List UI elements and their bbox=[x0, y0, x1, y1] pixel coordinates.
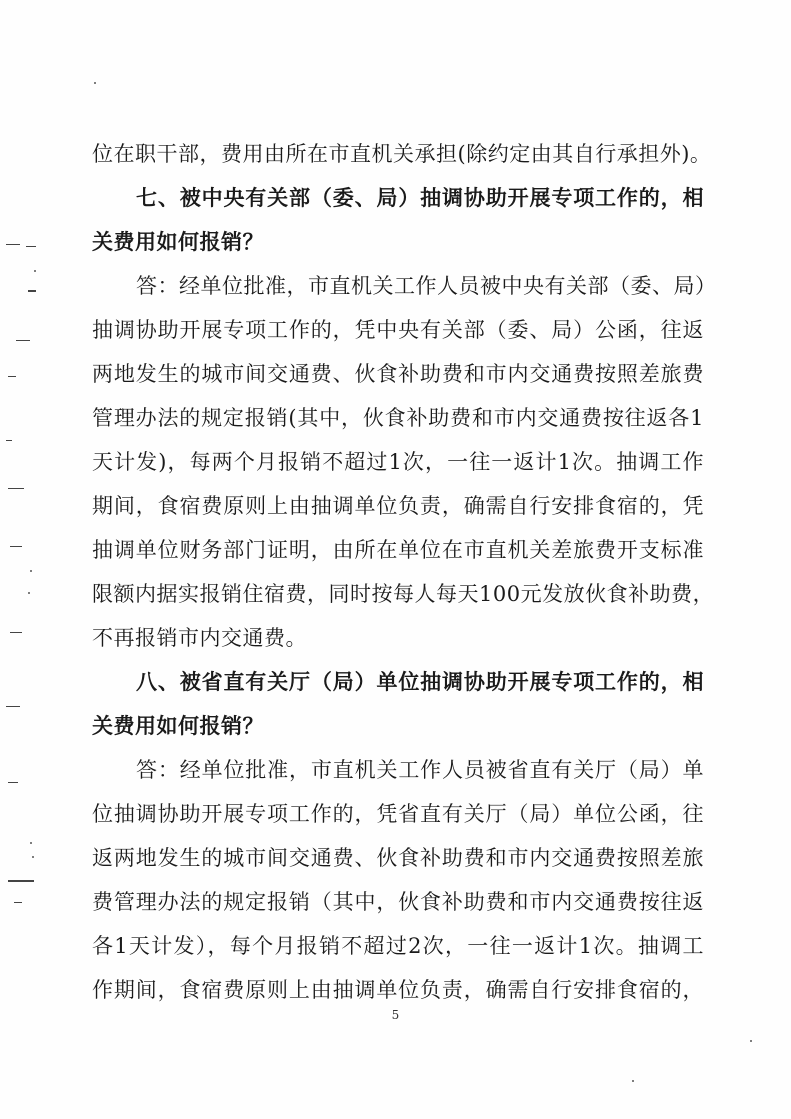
text-line: 抽调协助开展专项工作的，凭中央有关部（委、局）公函，往返 bbox=[92, 318, 704, 342]
text-line: 费管理办法的规定报销（其中，伙食补助费和市内交通费按往返 bbox=[92, 890, 704, 914]
text-line: 天计发)，每两个月报销不超过1次，一往一返计1次。抽调工作 bbox=[92, 450, 704, 474]
section-heading-7-cont: 关费用如何报销？ bbox=[92, 229, 264, 254]
text-line: 位抽调协助开展专项工作的，凭省直有关厅（局）单位公函，往 bbox=[92, 802, 704, 826]
text-line: 答：经单位批准，市直机关工作人员被中央有关部（委、局） bbox=[136, 274, 717, 298]
text-line: 位在职干部，费用由所在市直机关承担(除约定由其自行承担外)。 bbox=[92, 142, 712, 166]
section-heading-8: 八、被省直有关厅（局）单位抽调协助开展专项工作的，相 bbox=[136, 669, 704, 694]
text-line: 抽调单位财务部门证明，由所在单位在市直机关差旅费开支标准 bbox=[92, 538, 704, 562]
text-line: 限额内据实报销住宿费，同时按每人每天100元发放伙食补助费， bbox=[92, 582, 715, 606]
text-line: 两地发生的城市间交通费、伙食补助费和市内交通费按照差旅费 bbox=[92, 362, 704, 386]
text-line: 作期间，食宿费原则上由抽调单位负责，确需自行安排食宿的， bbox=[92, 978, 704, 1002]
text-line: 各1天计发），每个月报销不超过2次，一往一返计1次。抽调工 bbox=[92, 934, 704, 958]
text-line: 期间，食宿费原则上由抽调单位负责，确需自行安排食宿的，凭 bbox=[92, 494, 704, 518]
text-line: 答：经单位批准，市直机关工作人员被省直有关厅（局）单 bbox=[136, 758, 704, 782]
text-line: 返两地发生的城市间交通费、伙食补助费和市内交通费按照差旅 bbox=[92, 846, 704, 870]
section-heading-7: 七、被中央有关部（委、局）抽调协助开展专项工作的，相 bbox=[136, 185, 704, 210]
page-number: 5 bbox=[391, 1008, 400, 1022]
text-line: 不再报销市内交通费。 bbox=[92, 626, 307, 650]
section-heading-8-cont: 关费用如何报销？ bbox=[92, 713, 264, 738]
text-line: 管理办法的规定报销(其中，伙食补助费和市内交通费按往返各1 bbox=[92, 406, 704, 430]
